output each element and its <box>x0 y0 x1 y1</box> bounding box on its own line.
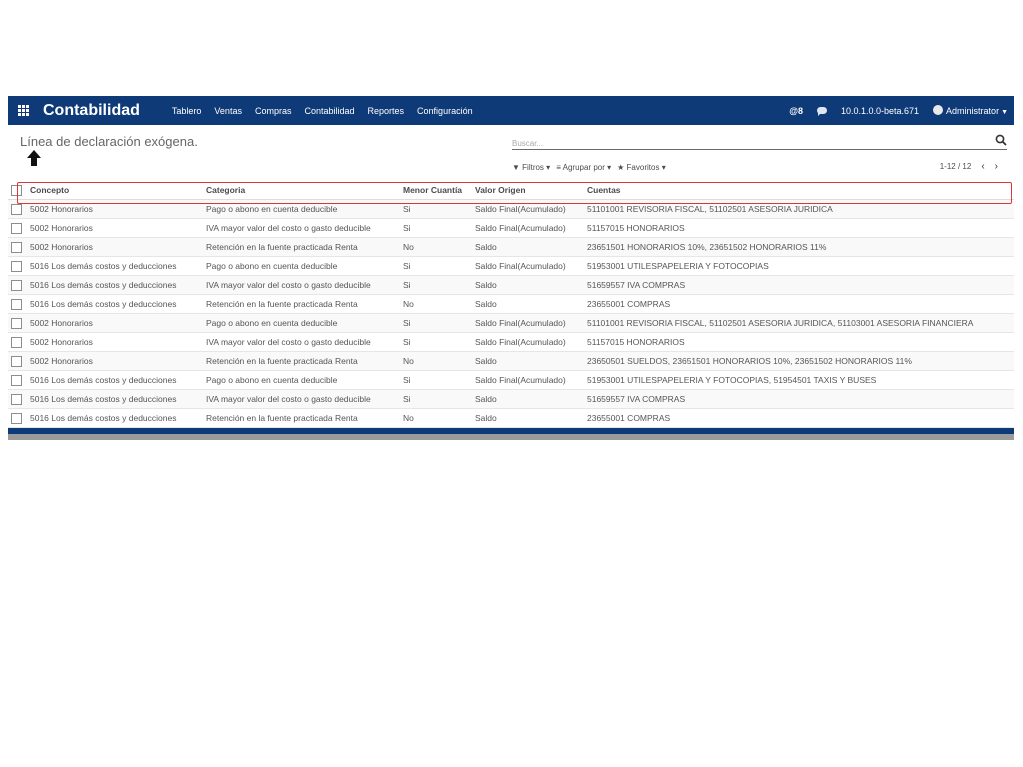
top-navbar <box>8 96 1014 125</box>
cell-valor-origen: Saldo Final(Acumulado) <box>472 371 584 390</box>
cell-cuentas: 51157015 HONORARIOS <box>584 219 1014 238</box>
row-checkbox[interactable] <box>11 280 22 291</box>
mentions-counter[interactable]: @8 <box>789 105 803 116</box>
row-select-cell <box>8 352 27 371</box>
cell-menor-cuantia: Si <box>400 219 472 238</box>
row-select-cell <box>8 219 27 238</box>
cell-cuentas: 23651501 HONORARIOS 10%, 23651502 HONORARIOS 11% <box>584 238 1014 257</box>
arrow-up-icon <box>25 149 43 167</box>
cell-concepto: 5002 Honorarios <box>27 352 203 371</box>
cell-cuentas: 51157015 HONORARIOS <box>584 333 1014 352</box>
search-options <box>512 163 666 172</box>
row-select-cell <box>8 314 27 333</box>
footer-scrollbar[interactable] <box>8 434 1014 440</box>
user-name: Administrator <box>946 106 1000 116</box>
cell-categoria: Pago o abono en cuenta deducible <box>203 257 400 276</box>
row-checkbox[interactable] <box>11 375 22 386</box>
star-icon: ★ <box>617 163 625 172</box>
row-checkbox[interactable] <box>11 356 22 367</box>
cell-categoria: IVA mayor valor del costo o gasto deducible <box>203 390 400 409</box>
cell-categoria: Pago o abono en cuenta deducible <box>203 314 400 333</box>
table-header-row <box>8 181 1014 200</box>
cell-menor-cuantia: Si <box>400 200 472 219</box>
row-select-cell <box>8 200 27 219</box>
cell-categoria: Pago o abono en cuenta deducible <box>203 371 400 390</box>
cell-categoria: Retención en la fuente practicada Renta <box>203 295 400 314</box>
cell-concepto: 5002 Honorarios <box>27 200 203 219</box>
group-by-button[interactable] <box>556 163 611 172</box>
row-checkbox[interactable] <box>11 223 22 234</box>
cell-menor-cuantia: Si <box>400 314 472 333</box>
table-row[interactable] <box>8 200 1014 219</box>
app-window <box>8 96 1014 440</box>
column-header-concepto[interactable]: Concepto <box>27 181 203 200</box>
cell-concepto: 5016 Los demás costos y deducciones <box>27 257 203 276</box>
select-all-cell <box>8 181 27 200</box>
cell-valor-origen: Saldo <box>472 295 584 314</box>
cell-cuentas: 51953001 UTILESPAPELERIA Y FOTOCOPIAS, 51954501 TAXIS Y BUSES <box>584 371 1014 390</box>
cell-valor-origen: Saldo <box>472 276 584 295</box>
menu-item-reportes[interactable]: Reportes <box>367 105 405 116</box>
row-select-cell <box>8 276 27 295</box>
cell-cuentas: 51659557 IVA COMPRAS <box>584 390 1014 409</box>
row-select-cell <box>8 257 27 276</box>
cell-concepto: 5002 Honorarios <box>27 238 203 257</box>
table-row[interactable] <box>8 333 1014 352</box>
select-all-checkbox[interactable] <box>11 185 22 196</box>
cell-valor-origen: Saldo <box>472 352 584 371</box>
column-header-valor-origen[interactable]: Valor Origen <box>472 181 584 200</box>
apps-grid-icon[interactable] <box>18 105 31 116</box>
cell-valor-origen: Saldo <box>472 390 584 409</box>
row-select-cell <box>8 390 27 409</box>
cell-valor-origen: Saldo <box>472 238 584 257</box>
row-checkbox[interactable] <box>11 299 22 310</box>
search-bar <box>512 133 1007 150</box>
main-menu <box>172 106 473 116</box>
control-panel <box>8 125 1014 181</box>
cell-cuentas: 23655001 COMPRAS <box>584 409 1014 428</box>
cell-concepto: 5002 Honorarios <box>27 219 203 238</box>
cell-menor-cuantia: Si <box>400 276 472 295</box>
menu-item-ventas[interactable]: Ventas <box>214 105 242 116</box>
cell-concepto: 5016 Los demás costos y deducciones <box>27 295 203 314</box>
table-row[interactable] <box>8 352 1014 371</box>
table-row[interactable] <box>8 276 1014 295</box>
pager-value[interactable]: 1-12 / 12 <box>939 162 972 171</box>
filters-label: Filtros <box>522 163 544 172</box>
table-row[interactable] <box>8 371 1014 390</box>
cell-menor-cuantia: Si <box>400 371 472 390</box>
search-icon[interactable] <box>995 134 1007 146</box>
cell-valor-origen: Saldo Final(Acumulado) <box>472 200 584 219</box>
cell-menor-cuantia: No <box>400 352 472 371</box>
cell-cuentas: 51101001 REVISORIA FISCAL, 51102501 ASESORIA JURIDICA, 51103001 ASESORIA FINANCIERA <box>584 314 1014 333</box>
group-by-label: Agrupar por <box>562 163 605 172</box>
cell-categoria: IVA mayor valor del costo o gasto deducible <box>203 276 400 295</box>
table-row[interactable] <box>8 295 1014 314</box>
table-row[interactable] <box>8 409 1014 428</box>
cell-cuentas: 51659557 IVA COMPRAS <box>584 276 1014 295</box>
row-checkbox[interactable] <box>11 204 22 215</box>
cell-concepto: 5002 Honorarios <box>27 333 203 352</box>
menu-item-compras[interactable]: Compras <box>254 105 292 116</box>
table-row[interactable] <box>8 390 1014 409</box>
filter-icon: ▼ <box>512 163 520 172</box>
column-header-categoria[interactable]: Categoria <box>203 181 400 200</box>
row-select-cell <box>8 333 27 352</box>
chevron-right-icon[interactable]: › <box>994 161 998 172</box>
caret-down-icon: ▼ <box>1001 109 1008 116</box>
row-checkbox[interactable] <box>11 318 22 329</box>
table-row[interactable] <box>8 257 1014 276</box>
row-checkbox[interactable] <box>11 242 22 253</box>
cell-valor-origen: Saldo Final(Acumulado) <box>472 219 584 238</box>
table-row[interactable] <box>8 314 1014 333</box>
avatar <box>933 105 943 115</box>
list-table <box>8 181 1014 428</box>
user-menu[interactable] <box>933 105 1008 116</box>
cell-categoria: IVA mayor valor del costo o gasto deducible <box>203 333 400 352</box>
cell-valor-origen: Saldo Final(Acumulado) <box>472 314 584 333</box>
row-checkbox[interactable] <box>11 394 22 405</box>
chevron-left-icon[interactable]: ‹ <box>981 161 985 172</box>
row-select-cell <box>8 371 27 390</box>
row-select-cell <box>8 238 27 257</box>
favorites-label: Favoritos <box>626 163 660 172</box>
caret-down-icon: ▾ <box>546 163 551 172</box>
row-select-cell <box>8 409 27 428</box>
navbar-right <box>789 96 1008 125</box>
cell-concepto: 5016 Los demás costos y deducciones <box>27 409 203 428</box>
cell-menor-cuantia: Si <box>400 257 472 276</box>
menu-item-contabilidad[interactable]: Contabilidad <box>304 105 355 116</box>
cell-concepto: 5016 Los demás costos y deducciones <box>27 276 203 295</box>
cell-categoria: Retención en la fuente practicada Renta <box>203 352 400 371</box>
row-checkbox[interactable] <box>11 337 22 348</box>
table-body <box>8 200 1014 428</box>
row-checkbox[interactable] <box>11 413 22 424</box>
cell-categoria: IVA mayor valor del costo o gasto deducible <box>203 219 400 238</box>
cell-cuentas: 51953001 UTILESPAPELERIA Y FOTOCOPIAS <box>584 257 1014 276</box>
version-label: 10.0.1.0.0-beta.671 <box>840 105 920 116</box>
column-header-cuentas[interactable]: Cuentas <box>584 181 1014 200</box>
pager <box>940 161 998 172</box>
cell-valor-origen: Saldo Final(Acumulado) <box>472 257 584 276</box>
cell-categoria: Retención en la fuente practicada Renta <box>203 238 400 257</box>
page-title: Línea de declaración exógena. <box>20 134 198 149</box>
cell-categoria: Retención en la fuente practicada Renta <box>203 409 400 428</box>
cell-menor-cuantia: No <box>400 409 472 428</box>
cell-cuentas: 23655001 COMPRAS <box>584 295 1014 314</box>
cell-concepto: 5002 Honorarios <box>27 314 203 333</box>
caret-down-icon: ▾ <box>607 163 612 172</box>
cell-cuentas: 51101001 REVISORIA FISCAL, 51102501 ASESORIA JURIDICA <box>584 200 1014 219</box>
search-input[interactable] <box>512 139 982 148</box>
cell-menor-cuantia: Si <box>400 390 472 409</box>
chat-bubble-icon[interactable] <box>817 107 827 114</box>
row-select-cell <box>8 295 27 314</box>
app-brand[interactable]: Contabilidad <box>43 101 140 119</box>
list-icon: ≡ <box>556 163 561 172</box>
cell-valor-origen: Saldo <box>472 409 584 428</box>
caret-down-icon: ▾ <box>661 163 666 172</box>
cell-cuentas: 23650501 SUELDOS, 23651501 HONORARIOS 10%, 23651502 HONORARIOS 11% <box>584 352 1014 371</box>
cell-menor-cuantia: Si <box>400 333 472 352</box>
cell-categoria: Pago o abono en cuenta deducible <box>203 200 400 219</box>
table-row[interactable] <box>8 219 1014 238</box>
menu-item-tablero[interactable]: Tablero <box>171 105 202 116</box>
cell-valor-origen: Saldo Final(Acumulado) <box>472 333 584 352</box>
column-header-menor-cuantia[interactable]: Menor Cuantía <box>400 181 472 200</box>
cell-menor-cuantia: No <box>400 238 472 257</box>
table-row[interactable] <box>8 238 1014 257</box>
cell-concepto: 5016 Los demás costos y deducciones <box>27 390 203 409</box>
favorites-button[interactable] <box>617 163 666 172</box>
row-checkbox[interactable] <box>11 261 22 272</box>
filters-button[interactable] <box>512 163 550 172</box>
menu-item-configuracion[interactable]: Configuración <box>417 105 473 116</box>
cell-menor-cuantia: No <box>400 295 472 314</box>
cell-concepto: 5016 Los demás costos y deducciones <box>27 371 203 390</box>
